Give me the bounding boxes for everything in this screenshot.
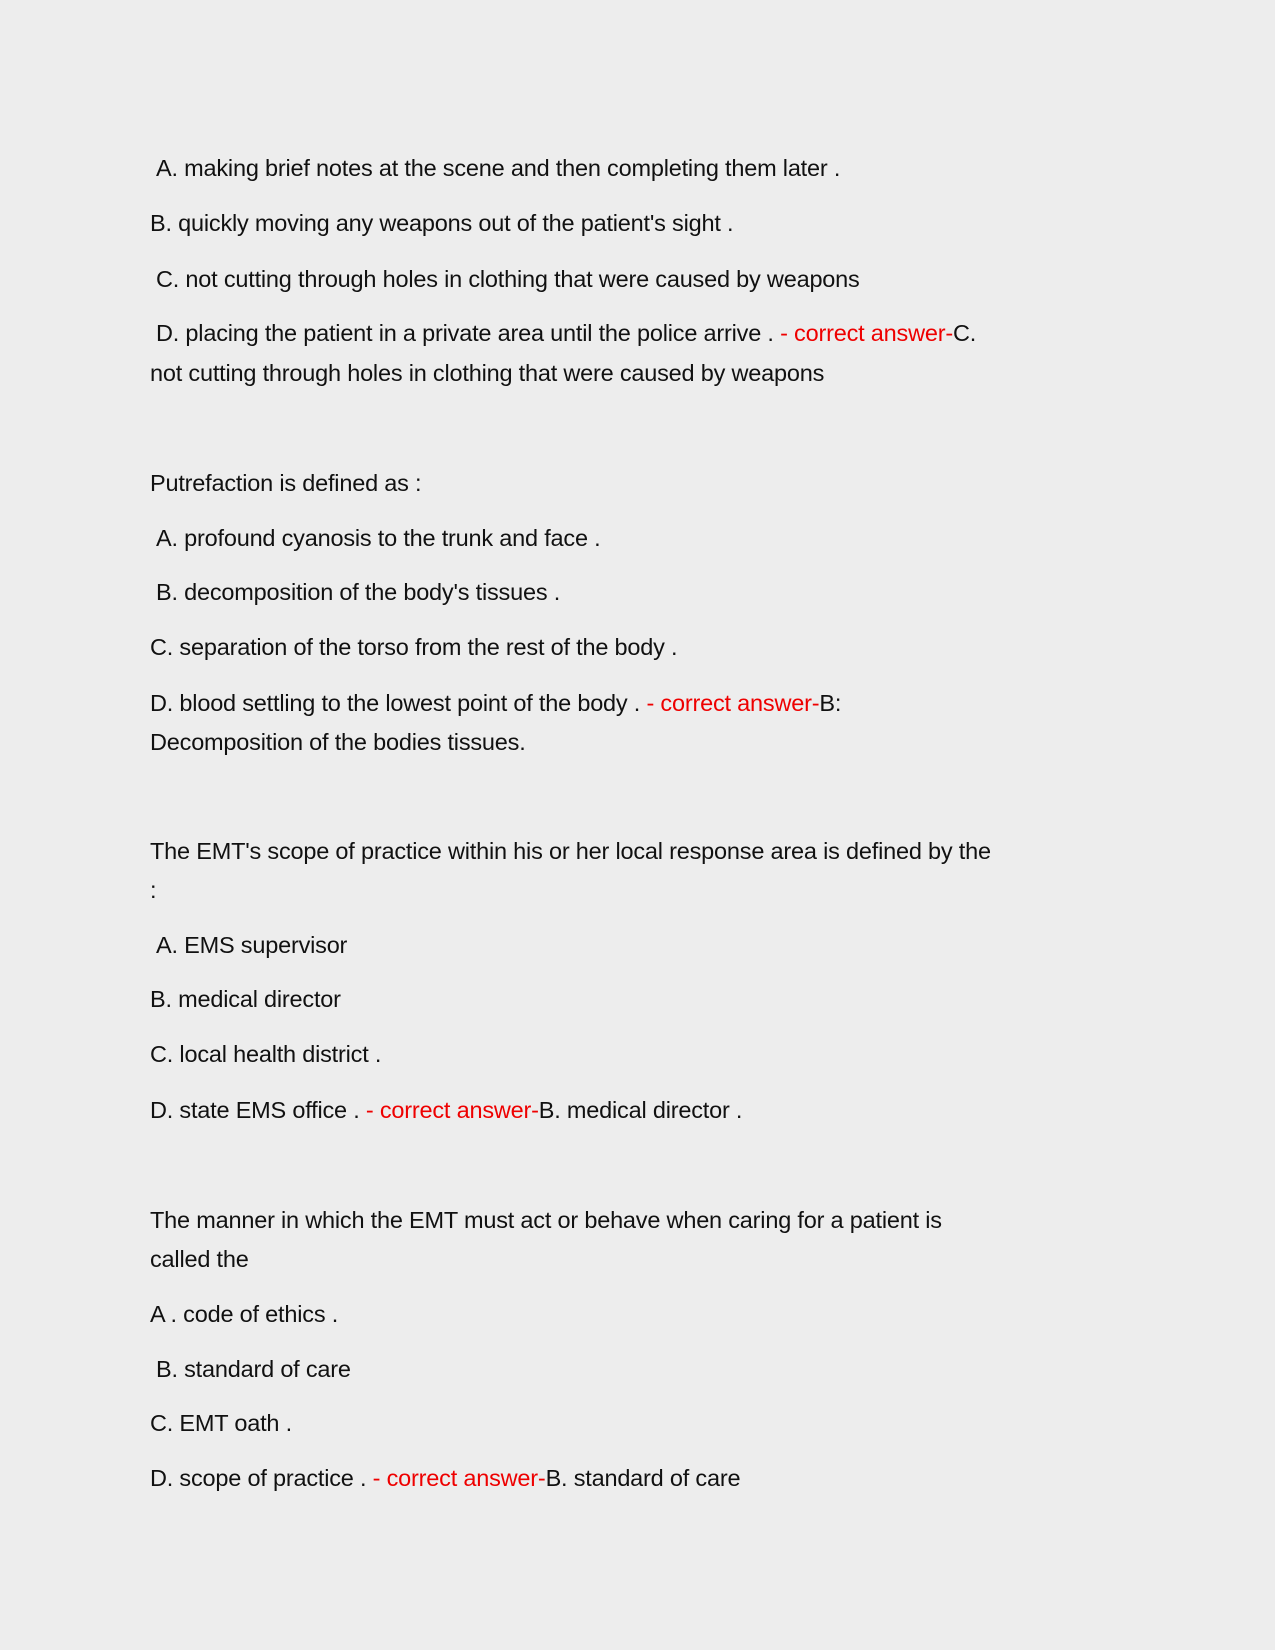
- correct-answer-marker: - correct answer-: [773, 320, 953, 346]
- question-text: The manner in which the EMT must act or behave when caring for a patient is: [150, 1207, 942, 1233]
- option-a: A . code of ethics .: [150, 1301, 339, 1327]
- question-text-continued: called the: [150, 1246, 249, 1272]
- answer-continued: Decomposition of the bodies tissues.: [150, 729, 526, 755]
- option-c: C. not cutting through holes in clothing that were caused by weapons: [156, 266, 860, 292]
- option-d: D. state EMS office .: [150, 1097, 360, 1123]
- option-b: B. medical director: [150, 986, 341, 1012]
- option-a: A. profound cyanosis to the trunk and face .: [156, 525, 601, 551]
- option-d-with-answer: [150, 1463, 740, 1493]
- option-c: C. local health district .: [150, 1041, 382, 1067]
- correct-answer-marker: - correct answer-: [640, 690, 820, 716]
- option-a: A. making brief notes at the scene and then completing them later .: [156, 155, 841, 181]
- option-c: C. EMT oath .: [150, 1410, 292, 1436]
- option-d-with-answer: [150, 688, 841, 718]
- option-b: B. decomposition of the body's tissues .: [156, 579, 561, 605]
- answer: B. standard of care: [545, 1465, 741, 1491]
- option-d-with-answer: [156, 318, 976, 348]
- question-text-continued: :: [150, 877, 157, 903]
- question-text: The EMT's scope of practice within his or her local response area is defined by the: [150, 838, 991, 864]
- option-d-with-answer: [150, 1095, 742, 1125]
- answer: B. medical director .: [538, 1097, 743, 1123]
- answer-continued: not cutting through holes in clothing that were caused by weapons: [150, 360, 825, 386]
- option-c: C. separation of the torso from the rest of the body .: [150, 634, 678, 660]
- option-b: B. standard of care: [156, 1356, 351, 1382]
- answer: C.: [952, 320, 977, 346]
- option-d: D. blood settling to the lowest point of the body .: [150, 690, 641, 716]
- correct-answer-marker: - correct answer-: [366, 1465, 546, 1491]
- question-text: Putrefaction is defined as :: [150, 470, 422, 496]
- option-d: D. scope of practice .: [150, 1465, 367, 1491]
- option-a: A. EMS supervisor: [156, 932, 348, 958]
- correct-answer-marker: - correct answer-: [359, 1097, 539, 1123]
- option-d: D. placing the patient in a private area until the police arrive .: [156, 320, 774, 346]
- option-b: B. quickly moving any weapons out of the patient's sight .: [150, 210, 734, 236]
- answer: B:: [819, 690, 842, 716]
